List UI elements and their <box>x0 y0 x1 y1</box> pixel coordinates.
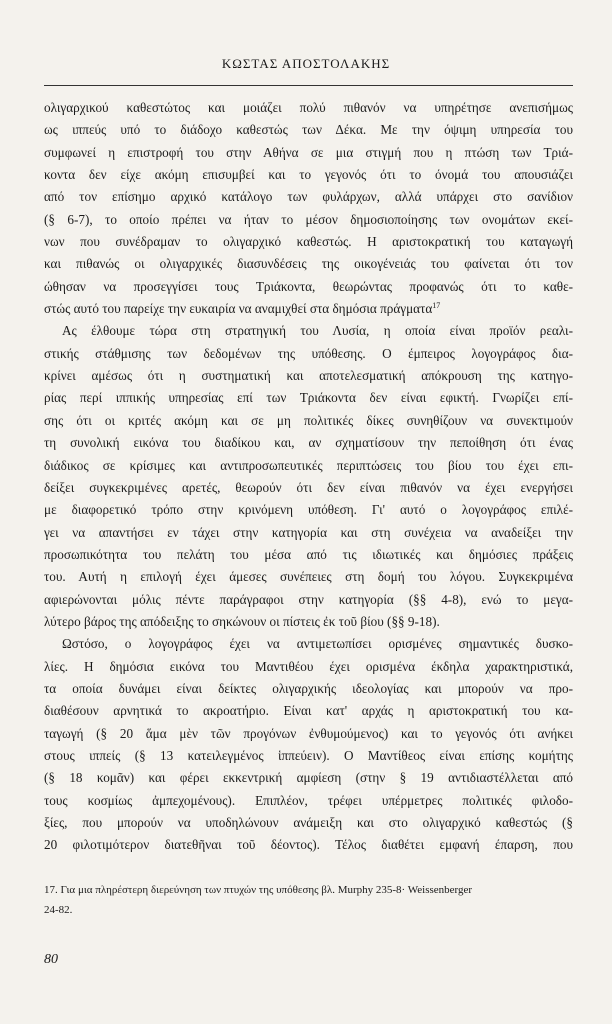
text-line: ολιγαρχικού καθεστώτος και μοιάζει πολύ πιθανόν να υπηρέτησε ανεπισήμως <box>44 100 573 115</box>
text-line: ταγωγή (§ 20 ἅμα μὲν τῶν προγόνων ἐνθυμούμενος) και το γεγονός ότι ανήκει <box>44 725 573 741</box>
text-line: στικής στάθμισης των δεδομένων της υπόθεσης. Ο έμπειρος λογογράφος δια- <box>44 345 573 361</box>
running-header: ΚΩΣΤΑΣ ΑΠΟΣΤΟΛΑΚΗΣ <box>221 56 391 71</box>
text-line: ρίας περί ιππικής υπηρεσίας επί των Τριάκοντα δεν είναι εφικτή. Γνωρίζει επί- <box>44 390 573 406</box>
paragraph-3 <box>44 633 573 856</box>
footnote-line: 24-82. <box>44 904 73 916</box>
text-line: διαθέσουν αρνητικά το ακροατήριο. Είναι κατ' αρχάς η αριστοκρατική του κα- <box>44 703 573 719</box>
text-line: (§ 6-7), το οποίο πρέπει να ήταν το μέσον δημοσιοποίησης των ονομάτων εκεί- <box>44 211 573 227</box>
text-line: τους κοσμίως ἀμπεχομένους). Επιπλέον, τρέφει υπέρμετρες πολιτικές φιλοδο- <box>44 792 573 808</box>
text-line: αφιερώνονται μόλις πέντε παράγραφοι στην κατηγορία (§§ 4-8), ενώ το μεγα- <box>44 591 573 607</box>
text-line: (§ 18 κομᾶν) και φέρει εκκεντρική αμφίεση (στην § 19 αντιδιαστέλλεται από <box>44 770 573 786</box>
text-line: και πιθανώς οι ολιγαρχικές διασυνδέσεις της οικογένειάς του φαίνεται ότι τον <box>44 256 573 272</box>
text-line: Ας έλθουμε τώρα στη στρατηγική του Λυσία, η οποία είναι προϊόν ρεαλι- <box>62 323 573 339</box>
text-line: διάδικος σε κρίσιμες και αντιπροσωπευτικές περιπτώσεις του βίου του έχει επι- <box>44 457 573 473</box>
text-line: λίες. Η δημόσια εικόνα του Μαντιθέου έχει ορισμένα έκδηλα χαρακτηριστικά, <box>44 658 573 674</box>
text-line: στώς αυτό του παρείχε την ευκαιρία να αναμιχθεί στα δημόσια πράγματα <box>44 301 433 317</box>
body-text <box>44 97 573 857</box>
text-line: τα οποία δυνάμει είναι δείκτες ολιγαρχικής ιδεολογίας και μπορούν να προ- <box>44 680 573 696</box>
text-line: συμφωνεί η επιστροφή του στην Αθήνα σε μια στιγμή που η πτώση των Τριά- <box>44 144 573 160</box>
text-line: 20 φιλοτιμότερον διατεθῆναι τοῦ δέοντος). Τέλος διαθέτει εμφανή έπαρση, που <box>44 837 573 853</box>
text-line: με διαφορετικό τρόπο στην κρινόμενη υπόθεση. Γι' αυτό ο λογογράφος επιλέ- <box>44 502 573 518</box>
paragraph-1 <box>44 97 573 320</box>
text-line: προσωπικότητα του πελάτη του μέσα από τις ιδιωτικές και δημόσιες πράξεις <box>44 546 573 562</box>
text-line: δείξει συγκεκριμένες αρετές, θεωρούν ότι δεν είναι πιθανόν να έχει ενεργήσει <box>44 479 573 495</box>
text-line: ξίες, που μπορούν να υποδηλώνουν ανάμειξη και στο ολιγαρχικό καθεστώς (§ <box>44 815 573 830</box>
text-line: ως ιππεύς υπό το διάδοχο καθεστώς των Δέκα. Με την όψιμη υπηρεσία του <box>44 122 573 138</box>
text-line: ώθησαν να προσεγγίσει τους Τριάκοντα, θεωρώντας προφανώς ότι το καθε- <box>44 278 573 294</box>
footnote-reference[interactable]: 17 <box>432 301 441 311</box>
paragraph-2 <box>44 320 573 633</box>
footnote <box>44 880 573 920</box>
text-line: γει να απαντήσει εν τάχει στην κατηγορία και στη συνέχεια να αναδείξει την <box>44 524 573 540</box>
page-number: 80 <box>44 952 58 967</box>
text-line: Ωστόσο, ο λογογράφος έχει να αντιμετωπίσει ορισμένες σημαντικές δυσκο- <box>62 636 573 652</box>
text-line: σης ότι οι κριτές ακόμη και σε μη πολιτικές δίκες συνηθίζουν να συνεκτιμούν <box>44 412 573 428</box>
text-line: κρίνει αμέσως ότι η συστηματική και αποτελεσματική απόκρουση της κατηγο- <box>44 368 573 384</box>
text-line: λύτερο βάρος της απόδειξης το σηκώνουν οι πίστεις ἐκ τοῦ βίου (§§ 9-18). <box>44 613 440 629</box>
text-line: κοντα δεν είχε ακόμη επισυμβεί και το γεγονός ότι το όνομά του απουσιάζει <box>44 167 573 183</box>
footnote-line: 17. Για μια πληρέστερη διερεύνηση των πτυχών της υπόθεσης βλ. Murphy 235-8· Weissenberger <box>44 884 473 896</box>
header-rule <box>44 85 573 86</box>
text-line: τη συνολική εικόνα του διαδίκου και, αν σχηματίσουν την πεποίθηση ότι ένας <box>44 435 573 451</box>
text-line-with-footnote <box>44 298 573 320</box>
text-line: από τον επίσημο αρχικό κατάλογο των φυλάρχων, αλλά υπάρχει στο σανίδιον <box>44 189 573 205</box>
text-line: στους ιππείς (§ 13 κατειλεγμένος ἱππεύειν). Ο Μαντίθεος είναι επίσης κομήτης <box>44 747 573 763</box>
text-line: νων που συνέδραμαν το ολιγαρχικό καθεστώς. Η αριστοκρατική του καταγωγή <box>44 234 573 250</box>
text-line: του. Αυτή η επιλογή έχει άμεσες συνέπειες στη δομή του λόγου. Συγκεκριμένα <box>44 569 573 585</box>
